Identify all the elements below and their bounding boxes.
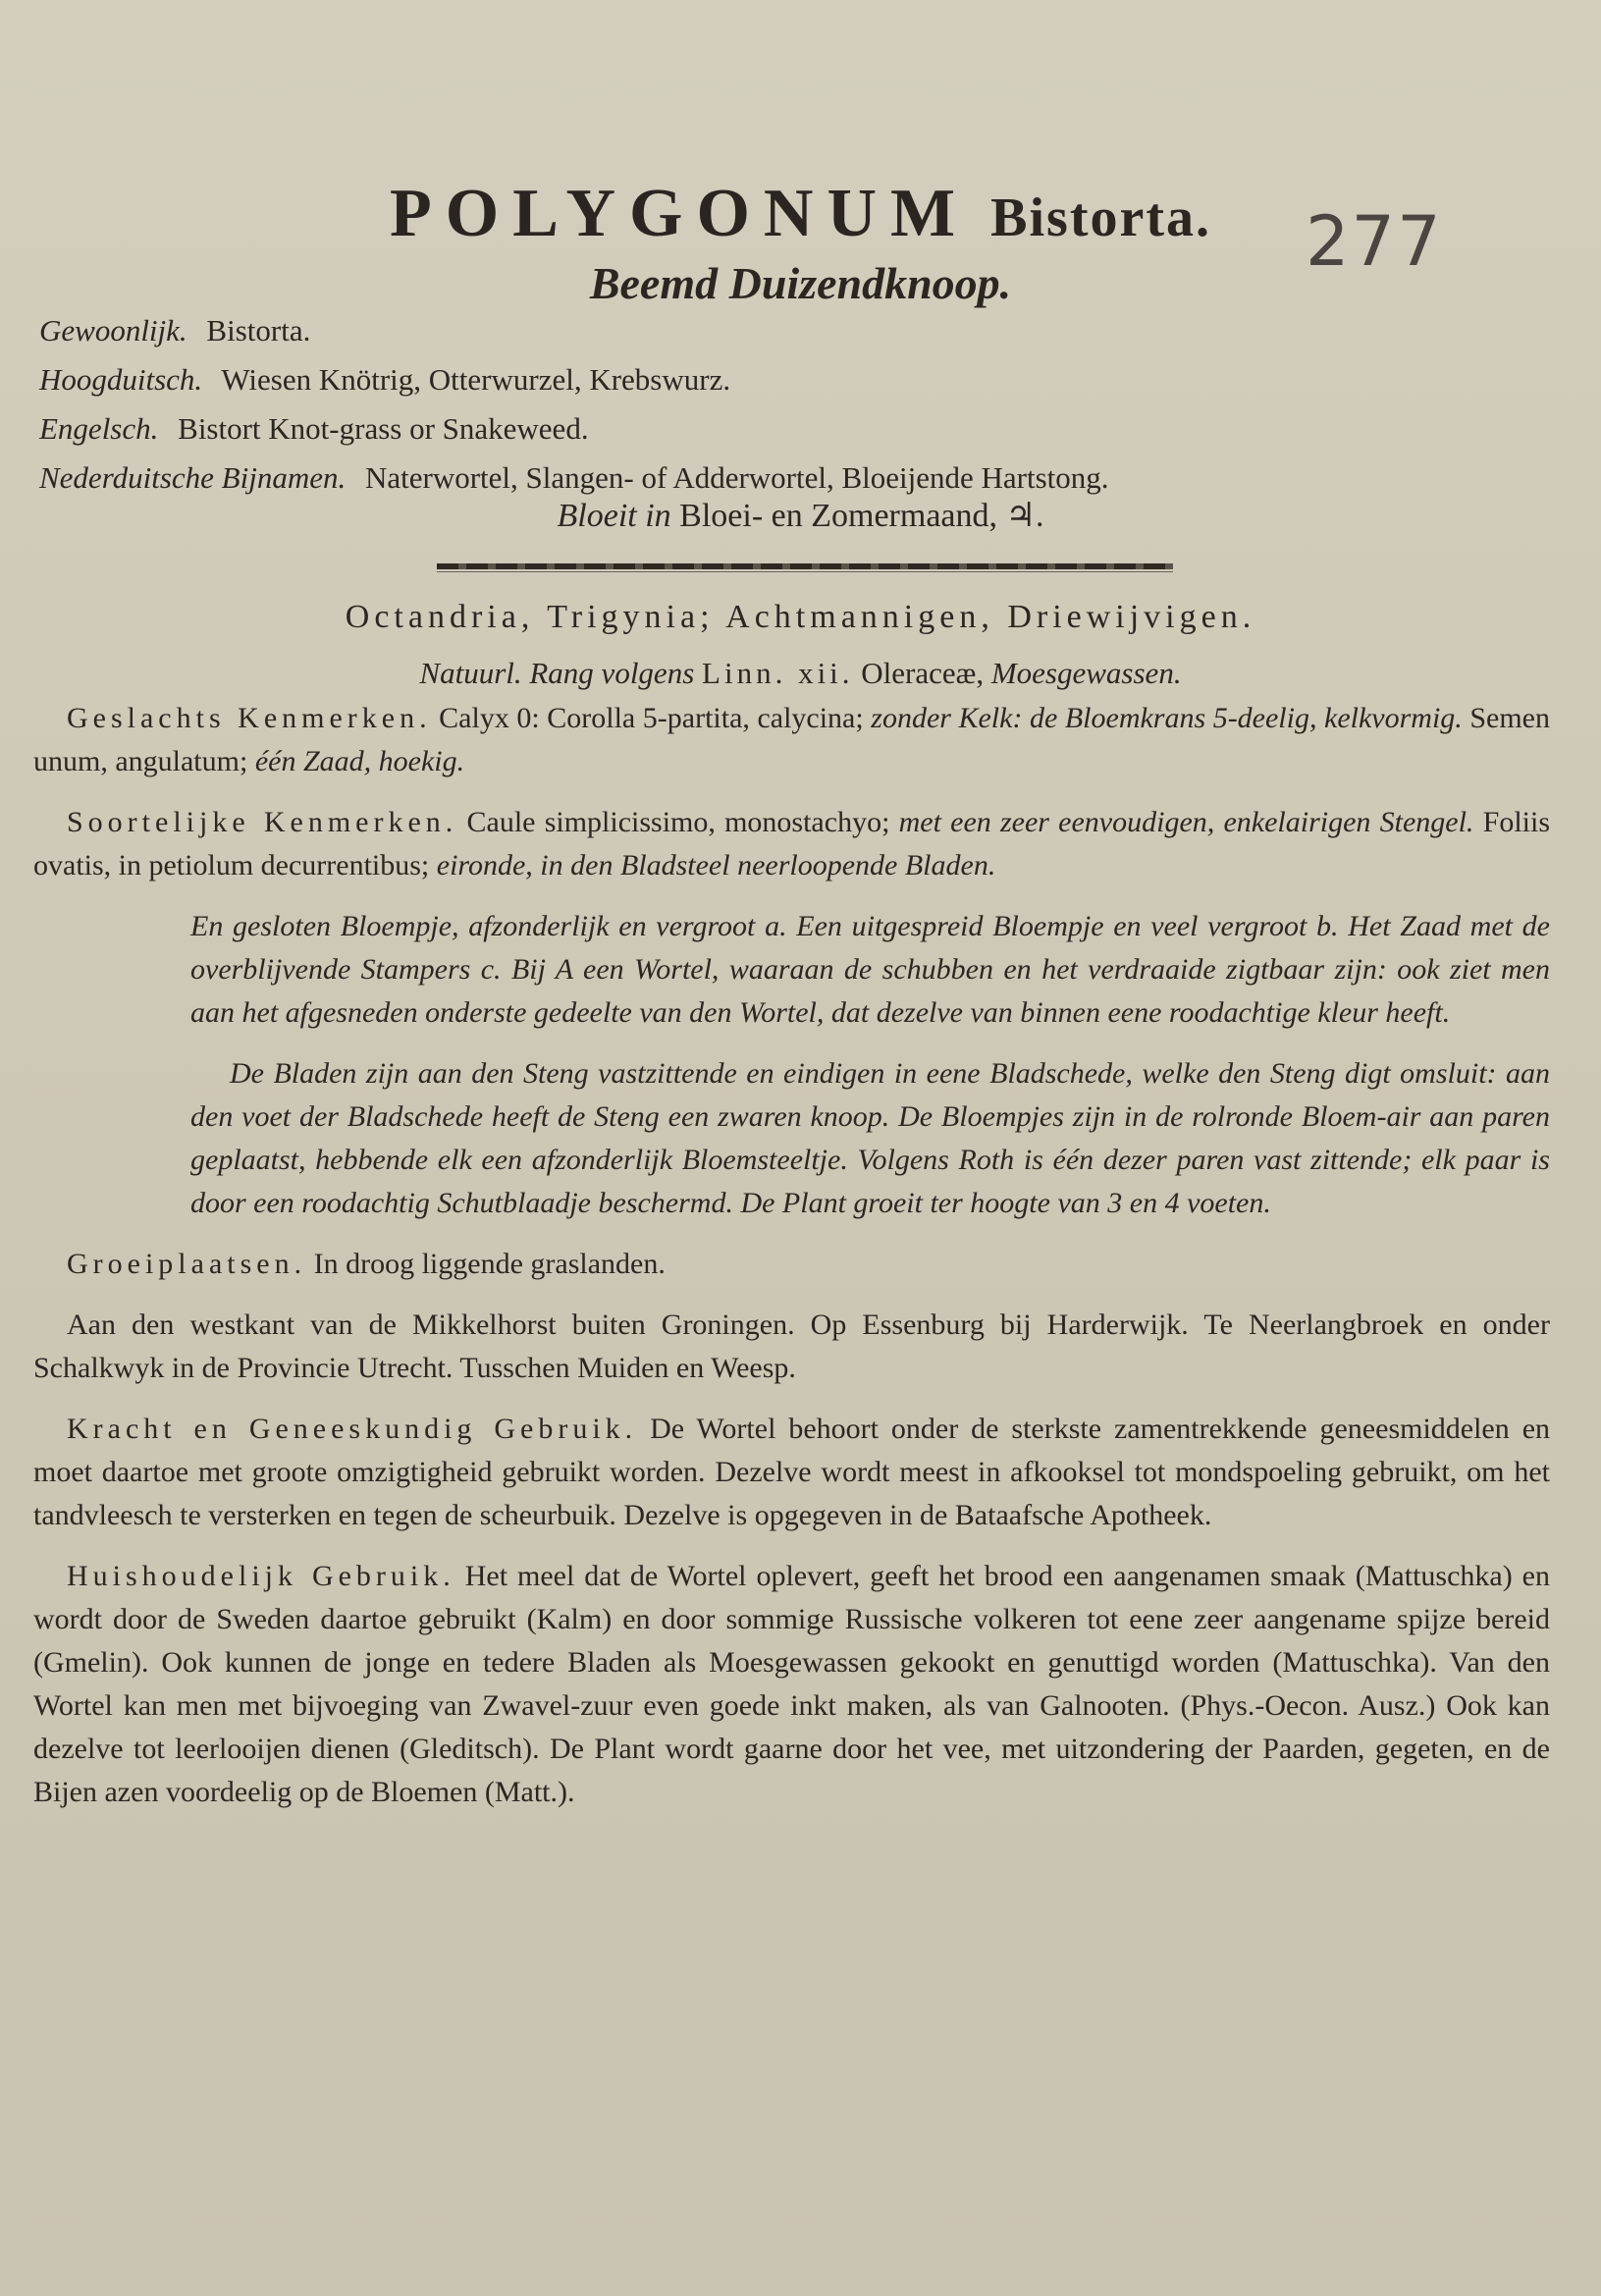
dutch-text: met een zeer eenvoudigen, enkelairigen Stengel.: [898, 806, 1474, 838]
natural-rank: [0, 656, 1601, 691]
plate-number: 277: [1306, 201, 1443, 282]
linnaean-classification: Octandria, Trigynia; Achtmannigen, Driewijvigen.: [345, 599, 1256, 635]
name-label: Gewoonlijk.: [39, 313, 187, 347]
name-row: [39, 355, 1551, 404]
medical-text: De Wortel behoort onder de sterkste zamentrekkende geneesmiddelen en moet daartoe met groote omzigtigheid gebruikt worden. Dezelve wordt meest in afkooksel tot mondspoeling gebruikt, om het tandvleesch te versterken en tegen de scheurbuik. Dezelve is opgegeven in de Bataafsche Apotheek.: [33, 1413, 1551, 1531]
dutch-text: één Zaad, hoekig.: [254, 745, 465, 777]
genus-characters: [33, 697, 1550, 783]
name-value: Bistort Knot-grass or Snakeweed.: [178, 411, 589, 446]
locations: Aan den westkant van de Mikkelhorst buiten Groningen. Op Essenburg bij Harderwijk. Te Neerlangbroek en onder Schalkwyk in de Provincie Utrecht. Tusschen Muiden en Weesp.: [33, 1308, 1550, 1384]
latin-text: Foliis ovatis, in petiolum decurrentibus;: [33, 806, 1551, 881]
name-label: Nederduitsche Bijnamen.: [39, 460, 347, 495]
medical-use: [33, 1408, 1550, 1537]
habitat-text: In droog liggende graslanden.: [313, 1248, 666, 1280]
species-characters: [33, 801, 1550, 887]
habitat: [33, 1243, 1550, 1286]
household-use: [33, 1555, 1550, 1814]
name-label: Engelsch.: [39, 411, 159, 446]
species-name: Bistorta.: [990, 187, 1211, 248]
name-row: [39, 306, 1551, 355]
name-value: Naterwortel, Slangen- of Adderwortel, Bloeijende Hartstong.: [364, 460, 1109, 495]
latin-text: Semen unum, angulatum;: [33, 702, 1550, 777]
bloom-text: Bloei- en Zomermaand, ♃.: [679, 498, 1044, 534]
genus-name: POLYGONUM: [390, 176, 970, 251]
section-heading: Huishoudelijk Gebruik.: [67, 1560, 455, 1592]
natural-rank-prefix: Natuurl. Rang volgens: [419, 656, 695, 690]
name-label: Hoogduitsch.: [39, 362, 203, 397]
bloom-period: [0, 496, 1601, 535]
dutch-name: Beemd Duizendknoop.: [589, 258, 1012, 308]
section-heading: Soortelijke Kenmerken.: [67, 806, 458, 838]
household-text: Het meel dat de Wortel oplevert, geeft het brood een aangenamen smaak (Mattuschka) en wordt door de Sweden daartoe gebruikt (Kalm) en door sommige Russische volkeren tot eene zeer aangename spijze bereid (Gmelin). Ook kunnen de jonge en tedere Bladen als Moesgewassen gekookt en genuttigd worden (Mattuschka). Van den Wortel kan men met bijvoeging van Zwavel-zuur even goede inkt maken, als van Galnooten. (Phys.-Oecon. Ausz.) Ook kan dezelve tot leerlooijen dienen (Gleditsch). De Plant wordt gaarne door het vee, met uitzondering der Paarden, gegeten, en de Bijen azen voordeelig op de Bloemen (Matt.).: [33, 1560, 1550, 1808]
dutch-text: eironde, in den Bladsteel neerloopende Bladen.: [436, 849, 996, 881]
bloom-prefix: Bloeit in: [557, 498, 671, 534]
name-row: [39, 404, 1551, 454]
common-names: [39, 306, 1551, 503]
section-heading: Kracht en Geneeskundig Gebruik.: [67, 1413, 638, 1445]
section-heading: Groeiplaatsen.: [67, 1248, 307, 1280]
latin-text: Calyx 0: Corolla 5-partita, calycina;: [439, 702, 864, 734]
natural-rank-text: Oleraceæ,: [861, 656, 985, 690]
plant-description: De Bladen zijn aan den Steng vastzittende en eindigen in eene Bladschede, welke den Steng digt omsluit: aan den voet der Bladschede heeft de Steng een zwaren knoop. De Bloempjes zijn in de rolronde Bloem-air aan paren geplaatst, hebbende elk een afzonderlijk Bloemsteeltje. Volgens Roth is één dezer paren vast zittende; elk paar is door een roodachtig Schutblaadje beschermd. De Plant groeit ter hoogte van 3 en 4 voeten.: [190, 1057, 1550, 1219]
latin-text: Caule simplicissimo, monostachyo;: [466, 806, 890, 838]
section-heading: Geslachts Kenmerken.: [67, 702, 432, 734]
body-text: [33, 697, 1550, 1832]
name-value: Bistorta.: [206, 313, 311, 347]
natural-rank-linn: Linn. xii.: [702, 656, 854, 690]
dutch-text: zonder Kelk: de Bloemkrans 5-deelig, kelkvormig.: [871, 702, 1463, 734]
name-value: Wiesen Knötrig, Otterwurzel, Krebswurz.: [221, 362, 731, 397]
natural-rank-dutch: Moesgewassen.: [990, 656, 1182, 690]
ornamental-divider: [437, 563, 1173, 569]
figure-explanation: En gesloten Bloempje, afzonderlijk en vergroot a. Een uitgespreid Bloempje en veel vergroot b. Het Zaad met de overblijvende Stampers c. Bij A een Wortel, waaraan de schubben en het verdraaide zigtbaar zijn: ook ziet men aan het afgesneden onderste gedeelte van den Wortel, dat dezelve van binnen eene roodachtige kleur heeft.: [190, 910, 1550, 1029]
